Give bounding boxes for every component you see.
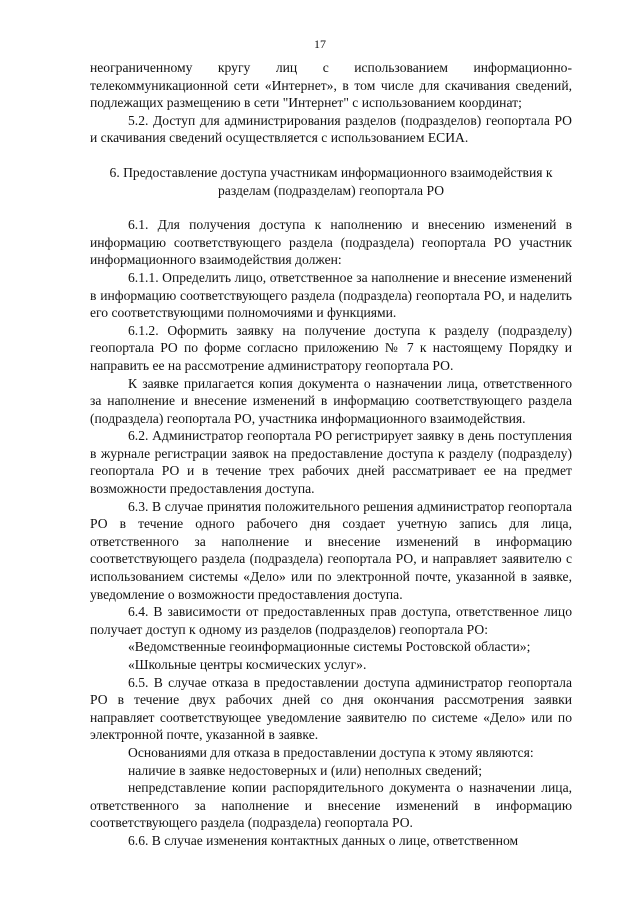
paragraph-6-6: 6.6. В случае изменения контактных данных о лице, ответственном	[128, 832, 519, 848]
paragraph-6-3: 6.3. В случае принятия положительного решения администратор геопортала РО в течение одного рабочего дня создает учетную запись для лица, ответственного за наполнение и внесение изменений в информацию соответствующего раздела (подраздела) геопортала РО, и направляет заявителю с использованием системы «Дело» или по электронной почте, указанной в заявке, уведомление о возможности предоставления доступа.	[90, 498, 572, 602]
paragraph-5-2: 5.2. Доступ для администрирования разделов (подразделов) геопортала РО и скачивания сведений осуществляется с использованием ЕСИА.	[90, 112, 572, 146]
list-item-school-space-centers: «Школьные центры космических услуг».	[128, 657, 367, 672]
paragraph-6-5: 6.5. В случае отказа в предоставлении доступа администратор геопортала РО в течение двух рабочих дней со дня окончания рассмотрения заявки направляет соответствующее уведомление заявителю по системе «Дело» или по электронной почте, указанной в заявке.	[90, 674, 572, 743]
paragraph-6-1-1: 6.1.1. Определить лицо, ответственное за наполнение и внесение изменений в информацию соответствующего раздела (подраздела) геопортала РО, и наделить его соответствующими полномочиями и функциями.	[90, 269, 572, 321]
paragraph-continuation: неограниченному кругу лиц с использованием информационно-телекоммуникационной сети «Интернет», в том числе для скачивания сведений, подлежащих размещению в сети "Интернет" с использованием координат;	[90, 60, 572, 111]
list-item-refusal-reason-2: непредставление копии распорядительного документа о назначении лица, ответственного за наполнение и внесение изменений в информацию соответствующего раздела (подраздела) геопортала РО.	[90, 780, 572, 831]
paragraph-attachment-note: К заявке прилагается копия документа о назначении лица, ответственного за наполнение и внесение изменений в информацию соответствующего раздела (подраздела) геопортала РО, участника информационного взаимодействия.	[90, 375, 572, 426]
page-number: 17	[314, 37, 326, 51]
paragraph-6-1: 6.1. Для получения доступа к наполнению и внесению изменений в информацию соответствующего раздела (подраздела) геопортала РО участник информационного взаимодействия должен:	[90, 217, 572, 268]
list-item-refusal-reason-1: наличие в заявке недостоверных и (или) неполных сведений;	[128, 762, 482, 778]
paragraph-6-2: 6.2. Администратор геопортала РО регистрирует заявку в день поступления в журнале регистрации заявок на предоставление доступа к разделу (подразделу) геопортала РО и в течение трех рабочих дней рассматривает ее на предмет возможности предоставления доступа.	[90, 428, 572, 497]
paragraph-6-4: 6.4. В зависимости от предоставленных прав доступа, ответственное лицо получает доступ к одному из разделов (подразделов) геопортала РО:	[90, 604, 572, 637]
paragraph-refusal-grounds: Основаниями для отказа в предоставлении доступа к этому являются:	[128, 744, 534, 760]
document-body	[90, 59, 572, 850]
list-item-departmental-gis: «Ведомственные геоинформационные системы Ростовской области»;	[128, 639, 531, 655]
paragraph-6-1-2: 6.1.2. Оформить заявку на получение доступа к разделу (подразделу) геопортала РО по форме согласно приложению № 7 к настоящему Порядку и направить ее на рассмотрение администратору геопортала РО.	[90, 322, 572, 373]
section-heading-6: 6. Предоставление доступа участникам информационного взаимодействия к разделам (подразделам) геопортала РО	[109, 164, 553, 198]
